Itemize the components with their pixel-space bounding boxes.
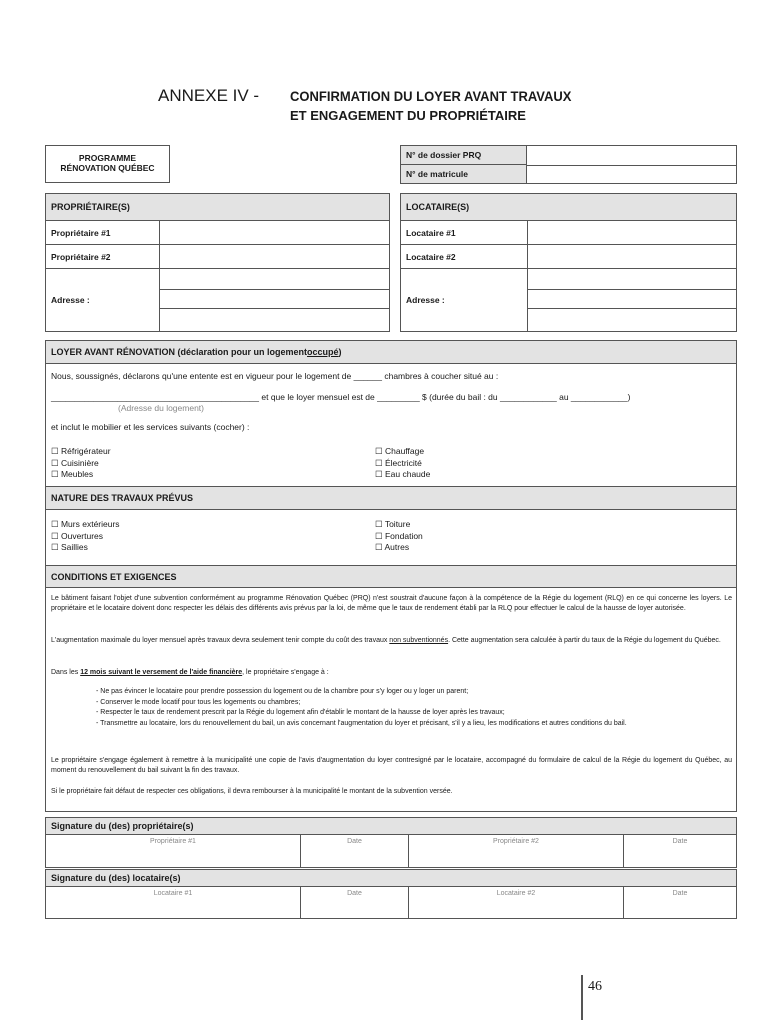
works-header: NATURE DES TRAVAUX PRÉVUS: [46, 486, 736, 510]
bullet-1: - Ne pas évincer le locataire pour prendre possession du logement ou de la chambre pour s'y loger ou y loger un parent;: [96, 688, 469, 695]
page-title-line1: CONFIRMATION DU LOYER AVANT TRAVAUX: [290, 88, 572, 105]
owner1-field[interactable]: [161, 222, 387, 243]
owner1-signature-field[interactable]: Propriétaire #1: [150, 838, 196, 845]
owner2-label: Propriétaire #2: [51, 252, 111, 262]
program-line1: PROGRAMME: [78, 153, 137, 163]
tenant2-date-field[interactable]: Date: [672, 890, 688, 897]
owner1-date-field[interactable]: Date: [347, 838, 362, 845]
page-number-divider: [581, 975, 583, 1020]
owners-header: PROPRIÉTAIRE(S): [46, 194, 389, 221]
tenant1-signature-field[interactable]: Locataire #1: [153, 890, 193, 897]
owner2-signature-field[interactable]: Propriétaire #2: [493, 838, 539, 845]
checkbox-murs-exterieurs[interactable]: ☐ Murs extérieurs: [51, 519, 120, 529]
checkbox-autres[interactable]: ☐ Autres: [375, 542, 410, 552]
owner2-date-field[interactable]: Date: [672, 838, 688, 845]
appliances-col1[interactable]: [51, 446, 111, 481]
conditions-p2: L'augmentation maximale du loyer mensuel après travaux devra seulement tenir compte du coût des travaux non subventionnés. Cette augmentation sera calculée à partir du taux de la Régie du logement du Québec.: [51, 637, 721, 644]
works-col2[interactable]: [375, 519, 423, 554]
dossier-prq-label: N° de dossier PRQ: [406, 150, 482, 160]
bullet-4: - Transmettre au locataire, lors du renouvellement du bail, un avis concernant l'augmentation du loyer et précisant, s'il y a lieu, les modifications et autres conditions du bail.: [96, 719, 627, 727]
appliances-col2[interactable]: [375, 446, 430, 481]
rent-address-hint: (Adresse du logement): [118, 403, 204, 413]
matricule-label: N° de matricule: [406, 169, 468, 179]
tenant2-signature-field[interactable]: Locataire #2: [496, 890, 536, 897]
tenants-header: LOCATAIRE(S): [401, 194, 736, 221]
rent-header: LOYER AVANT RÉNOVATION (déclaration pour un logement occupé ): [46, 341, 736, 364]
page-title-line2: ET ENGAGEMENT DU PROPRIÉTAIRE: [290, 108, 526, 123]
owner2-field[interactable]: [161, 246, 387, 267]
works-col1[interactable]: [51, 519, 120, 554]
owners-signature-box: [45, 817, 737, 868]
dossier-box: [400, 145, 737, 184]
bullet-3: - Respecter le taux de rendement prescrit par la Régie du logement afin d'établir le montant de la hausse de loyer après les travaux;: [96, 709, 505, 716]
dossier-prq-field[interactable]: [529, 147, 734, 163]
bullet-2: - Conserver le mode locatif pour tous les logements ou chambres;: [96, 698, 301, 706]
checkbox-fondation[interactable]: ☐ Fondation: [375, 530, 423, 541]
program-box: [45, 145, 170, 183]
rent-section: [45, 340, 737, 812]
checkbox-meubles[interactable]: ☐ Meubles: [51, 469, 94, 479]
tenant2-label: Locataire #2: [406, 252, 456, 262]
tenant1-date-field[interactable]: Date: [347, 890, 362, 897]
checkbox-saillies[interactable]: ☐ Saillies: [51, 542, 88, 552]
tenants-box: [400, 193, 737, 332]
rent-line1: Nous, soussignés, déclarons qu'une entente est en vigueur pour le logement de ______ chambres à coucher situé au :: [51, 371, 499, 381]
tenant-address-field[interactable]: [529, 270, 734, 330]
annexe-label: ANNEXE IV -: [158, 86, 260, 105]
checkbox-refrigerateur[interactable]: ☐ Réfrigérateur: [51, 446, 111, 456]
page-number: 46: [588, 979, 602, 994]
program-line2: RÉNOVATION QUÉBEC: [60, 163, 155, 173]
conditions-bullets: [96, 687, 732, 729]
checkbox-eau-chaude[interactable]: ☐ Eau chaude: [375, 469, 431, 479]
conditions-p3: Dans les 12 mois suivant le versement de l'aide financière, le propriétaire s'engage à :: [51, 669, 329, 676]
owners-signature-header: Signature du (des) propriétaire(s): [46, 818, 736, 835]
tenants-signature-header: Signature du (des) locataire(s): [46, 870, 736, 887]
checkbox-toiture[interactable]: ☐ Toiture: [375, 519, 411, 529]
tenant1-label: Locataire #1: [406, 228, 456, 238]
conditions-p1: Le bâtiment faisant l'objet d'une subvention conformément au programme Rénovation Québec (PRQ) n'est soustrait d'aucune façon à la compétence de la Régie du logement (RLQ) en ce qui concerne les loyers. Le propriétaire et le locataire doivent donc respecter les délais des différents avis prévus par la loi, de même que le taux de rendement établi par la RLQ pour effectuer le calcul de la hausse de loyer autorisée.: [51, 595, 732, 612]
tenant2-field[interactable]: [529, 246, 734, 267]
tenant1-field[interactable]: [529, 222, 734, 243]
owner1-label: Propriétaire #1: [51, 228, 111, 238]
tenants-signature-box: [45, 869, 737, 919]
conditions-header: CONDITIONS ET EXIGENCES: [46, 565, 736, 588]
owner-address-label: Adresse :: [51, 295, 90, 305]
checkbox-ouvertures[interactable]: ☐ Ouvertures: [51, 530, 104, 541]
conditions-p4: Le propriétaire s'engage également à remettre à la municipalité une copie de l'avis d'augmentation du loyer contresigné par le locataire, accompagné du formulaire de calcul de la Régie du logement du Québec, au moment du renouvellement du bail suivant la fin des travaux.: [51, 757, 732, 774]
tenant-address-label: Adresse :: [406, 295, 445, 305]
checkbox-electricite[interactable]: ☐ Électricité: [375, 457, 422, 468]
rent-line3: et inclut le mobilier et les services suivants (cocher) :: [51, 422, 250, 432]
checkbox-cuisiniere[interactable]: ☐ Cuisinière: [51, 457, 99, 468]
owner-address-field[interactable]: [161, 270, 387, 330]
rent-line2[interactable]: ____________________________________________ et que le loyer mensuel est de _________ $ (durée du bail : du ____________ au ____________): [51, 392, 631, 402]
matricule-field[interactable]: [529, 167, 734, 182]
owners-box: [45, 193, 390, 332]
checkbox-chauffage[interactable]: ☐ Chauffage: [375, 446, 425, 456]
conditions-p5: Si le propriétaire fait défaut de respecter ces obligations, il devra rembourser à la municipalité le montant de la subvention versée.: [51, 788, 453, 795]
